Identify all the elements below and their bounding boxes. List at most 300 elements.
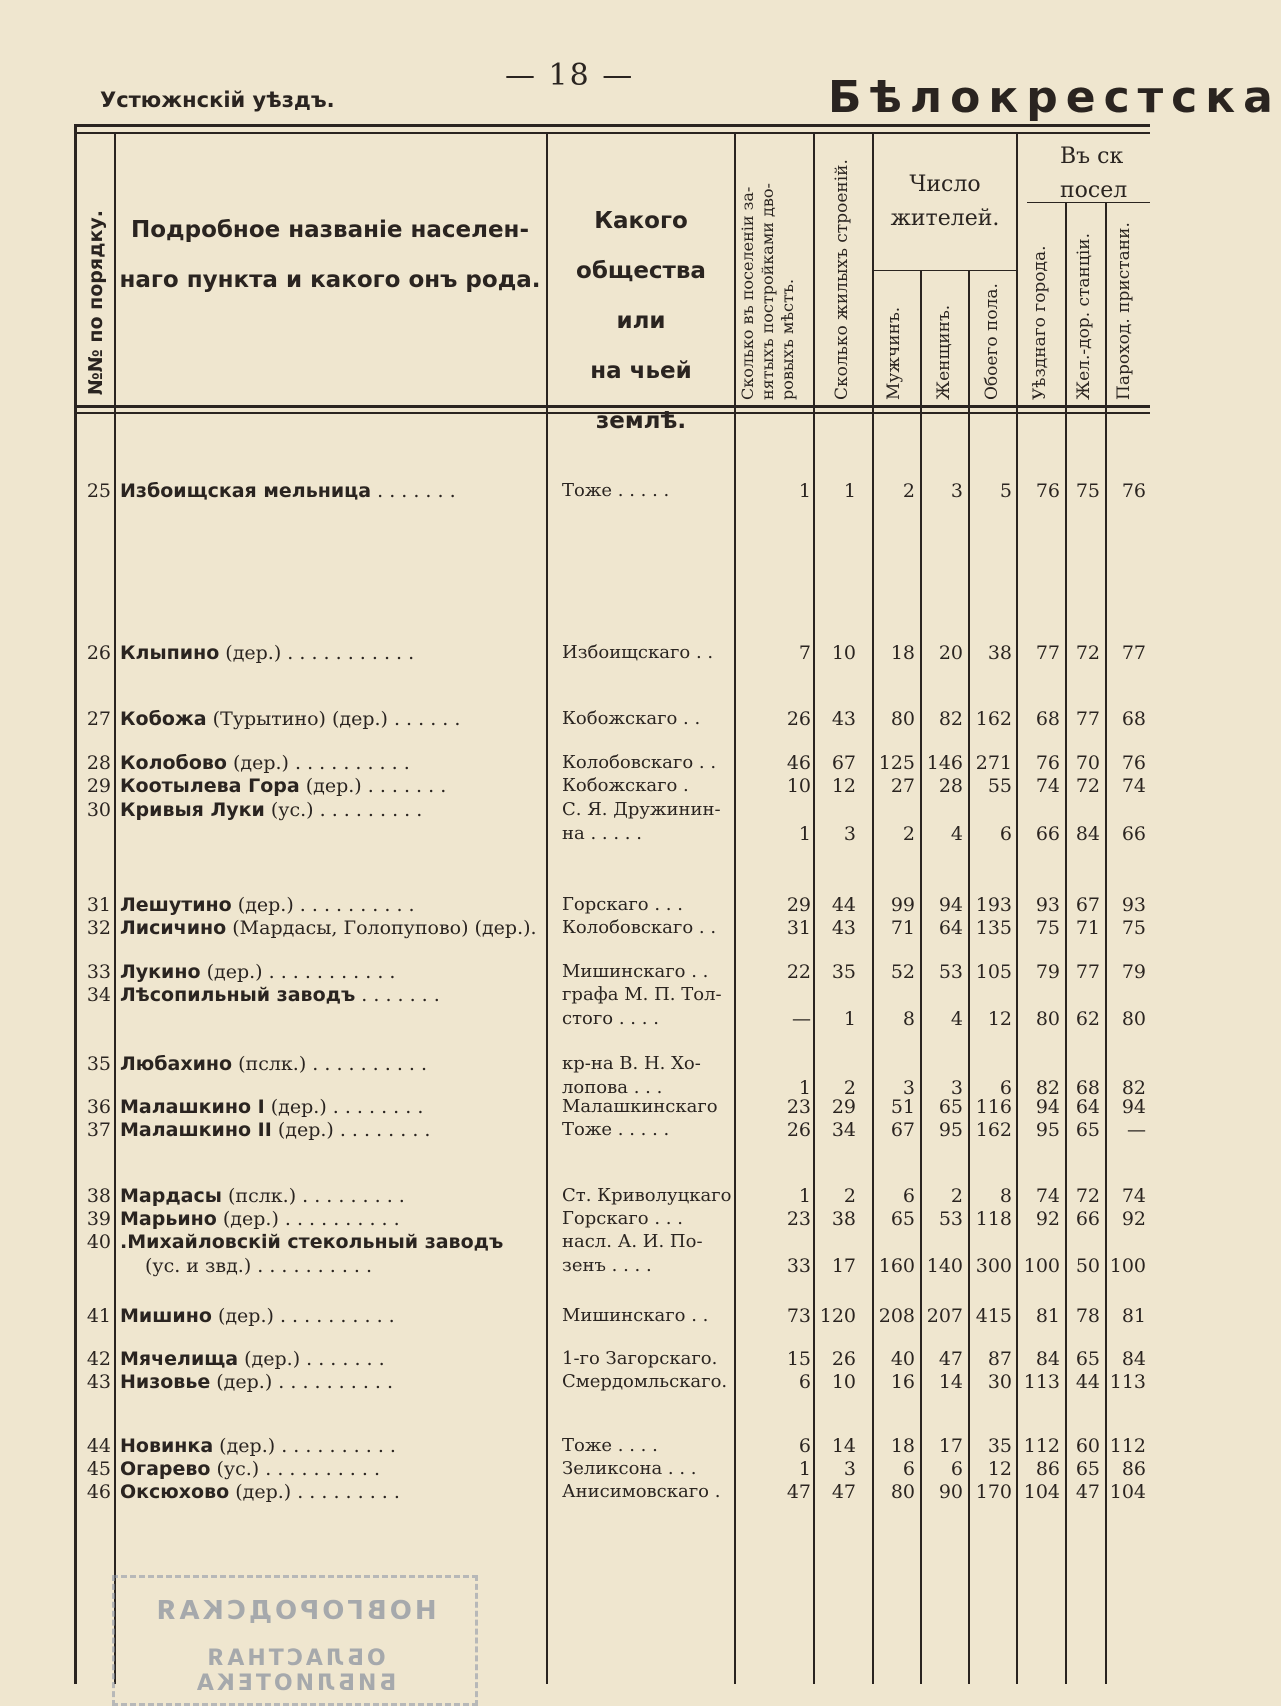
col-rule-homesteads <box>813 132 815 1684</box>
cell-value: 208 <box>878 1305 915 1327</box>
cell-value: 6 <box>999 823 1012 845</box>
cell-value: 18 <box>890 642 915 664</box>
cell-value: 99 <box>890 894 915 916</box>
cell-value: 94 <box>1035 1096 1060 1118</box>
cell-value: 10 <box>831 1371 856 1393</box>
cell-value: 90 <box>938 1481 963 1503</box>
settlement-name <box>120 1185 538 1207</box>
settlement-name <box>120 1096 538 1118</box>
settlement-name-text: Колобово <box>120 752 227 774</box>
cell-value: 67 <box>831 752 856 774</box>
cell-value: 29 <box>786 894 811 916</box>
settlement-name-text: Избоищская мельница <box>120 480 372 502</box>
row-number: 40 <box>86 1231 111 1253</box>
cell-value: 82 <box>1035 1077 1060 1099</box>
header-no: №№ по порядку. <box>85 210 107 395</box>
header-distance-line2: посел <box>1060 178 1128 203</box>
residents-subheader-rule <box>872 270 1016 271</box>
header-owner <box>550 196 732 446</box>
settlement-type: (дер.) <box>210 1371 273 1393</box>
cell-value: 14 <box>938 1371 963 1393</box>
cell-value: 47 <box>1075 1481 1100 1503</box>
cell-value: 65 <box>938 1096 963 1118</box>
settlement-type: (дер.) <box>200 961 263 983</box>
cell-value: 44 <box>831 894 856 916</box>
cell-value: 5 <box>999 480 1012 502</box>
leader-dots: . . . . . . . . . <box>296 1185 405 1207</box>
cell-value: 64 <box>938 917 963 939</box>
cell-value: 47 <box>831 1481 856 1503</box>
cell-value: 160 <box>878 1255 915 1277</box>
cell-value: 95 <box>938 1119 963 1141</box>
row-number: 35 <box>86 1053 111 1075</box>
row-number: 33 <box>86 961 111 983</box>
owner-community: кр-на В. Н. Хо- <box>562 1053 701 1074</box>
header-total: Обоего пола. <box>982 283 1002 400</box>
cell-value: — <box>1127 1119 1146 1141</box>
leader-dots: . . . . . . . . . . <box>278 1208 400 1230</box>
table-top-rule <box>74 124 1150 127</box>
cell-value: 95 <box>1035 1119 1060 1141</box>
settlement-type: (дер.) <box>229 1481 292 1503</box>
cell-value: 6 <box>902 1185 915 1207</box>
header-pier: Пароход. пристани. <box>1114 222 1134 400</box>
cell-value: 14 <box>831 1435 856 1457</box>
cell-value: 46 <box>786 752 811 774</box>
leader-dots: . . . . . . . . . . <box>273 1305 395 1327</box>
settlement-name-text: Огарево <box>120 1458 211 1480</box>
cell-value: 75 <box>1075 480 1100 502</box>
settlement-name <box>120 1053 538 1075</box>
cell-value: 74 <box>1035 775 1060 797</box>
owner-community: Мишинскаго . . <box>562 1305 709 1326</box>
cell-value: 84 <box>1121 1348 1146 1370</box>
owner-community: 1-го Загорскаго. <box>562 1348 718 1369</box>
leader-dots: . . . . . . . <box>355 984 440 1006</box>
cell-value: 72 <box>1075 642 1100 664</box>
cell-value: 105 <box>975 961 1012 983</box>
header-men: Мужчинъ. <box>884 306 904 400</box>
cell-value: 146 <box>926 752 963 774</box>
stamp-line2: ОБЛАСТНАЯ БИБЛИОТЕКА <box>193 1646 397 1696</box>
leader-dots: . . . . . . . . . . <box>288 752 410 774</box>
owner-community: Тоже . . . . . <box>562 480 670 501</box>
settlement-name-text: Лукино <box>120 961 201 983</box>
cell-value: 6 <box>999 1077 1012 1099</box>
cell-value: 1 <box>843 1008 856 1030</box>
settlement-name <box>120 642 538 664</box>
settlement-name <box>120 1481 538 1503</box>
cell-value: 12 <box>987 1008 1012 1030</box>
cell-value: 86 <box>1121 1458 1146 1480</box>
cell-value: 3 <box>843 823 856 845</box>
cell-value: 50 <box>1075 1255 1100 1277</box>
cell-value: 2 <box>950 1185 963 1207</box>
leader-dots: . . . . . . . . . . . <box>281 642 415 664</box>
cell-value: 300 <box>975 1255 1012 1277</box>
owner-community: зенъ . . . . <box>562 1255 652 1276</box>
owner-community: Кобожскаго . <box>562 775 689 796</box>
settlement-name-text: Лешутино <box>120 894 232 916</box>
cell-value: 170 <box>975 1481 1012 1503</box>
cell-value: 1 <box>798 1458 811 1480</box>
cell-value: 93 <box>1035 894 1060 916</box>
cell-value: 53 <box>938 1208 963 1230</box>
settlement-name-text: Новинка <box>120 1435 214 1457</box>
settlement-type: (дер.) <box>213 1435 276 1457</box>
cell-value: 66 <box>1121 823 1146 845</box>
owner-community: С. Я. Дружинин- <box>562 799 721 820</box>
cell-value: 53 <box>938 961 963 983</box>
cell-value: 38 <box>831 1208 856 1230</box>
row-number: 43 <box>86 1371 111 1393</box>
cell-value: 62 <box>1075 1008 1100 1030</box>
settlement-type: (пслк.) <box>221 1185 297 1207</box>
cell-value: 67 <box>890 1119 915 1141</box>
header-owner-line3: на чьей землѣ. <box>590 358 692 434</box>
cell-value: 92 <box>1035 1208 1060 1230</box>
col-rule-no <box>114 132 116 1684</box>
cell-value: — <box>792 1008 811 1030</box>
cell-value: 2 <box>902 480 915 502</box>
cell-value: 65 <box>890 1208 915 1230</box>
col-rule-owner <box>734 132 736 1684</box>
row-number: 28 <box>86 752 111 774</box>
page-number: — 18 — <box>505 58 635 93</box>
settlement-type: (Турытино) (дер.) <box>206 708 388 730</box>
cell-value: 75 <box>1035 917 1060 939</box>
leader-dots: . . . . . . . . <box>326 1096 424 1118</box>
cell-value: 79 <box>1121 961 1146 983</box>
leader-dots: . . . . . . . <box>371 480 456 502</box>
cell-value: 52 <box>890 961 915 983</box>
cell-value: 193 <box>975 894 1012 916</box>
settlement-name-text: Клыпино <box>120 642 220 664</box>
cell-value: 40 <box>890 1348 915 1370</box>
cell-value: 3 <box>843 1458 856 1480</box>
settlement-type: (ус.) <box>264 799 314 821</box>
settlement-type: (Мардасы, Голопупово) (дер.). <box>226 917 537 939</box>
cell-value: 2 <box>843 1077 856 1099</box>
cell-value: 2 <box>843 1185 856 1207</box>
cell-value: 76 <box>1121 752 1146 774</box>
settlement-name <box>120 1305 538 1327</box>
cell-value: 26 <box>786 708 811 730</box>
header-name-line1: Подробное названіе населен- <box>130 217 529 243</box>
settlement-name-text: Лисичино <box>120 917 227 939</box>
cell-value: 47 <box>786 1481 811 1503</box>
cell-value: 77 <box>1075 961 1100 983</box>
cell-value: 74 <box>1121 775 1146 797</box>
cell-value: 20 <box>938 642 963 664</box>
leader-dots: . . . . . . . . . . . <box>262 961 396 983</box>
cell-value: 44 <box>1075 1371 1100 1393</box>
cell-value: 70 <box>1075 752 1100 774</box>
cell-value: 116 <box>975 1096 1012 1118</box>
owner-community: стого . . . . <box>562 1008 659 1029</box>
settlement-name-text: Кривыя Луки <box>120 799 265 821</box>
cell-value: 31 <box>786 917 811 939</box>
header-owner-line1: Какого <box>594 208 688 234</box>
cell-value: 100 <box>1109 1255 1146 1277</box>
leader-dots: . . . . . . . . . . <box>306 1053 428 1075</box>
row-number: 31 <box>86 894 111 916</box>
cell-value: 72 <box>1075 775 1100 797</box>
cell-value: 80 <box>890 1481 915 1503</box>
cell-value: 104 <box>1109 1481 1146 1503</box>
stamp-line1: НОВГОРОДСКАЯ <box>153 1596 437 1626</box>
cell-value: 65 <box>1075 1119 1100 1141</box>
leader-dots: . . . . . . . . . . <box>293 894 415 916</box>
row-number: 25 <box>86 480 111 502</box>
cell-value: 66 <box>1035 823 1060 845</box>
cell-value: 76 <box>1035 480 1060 502</box>
cell-value: 71 <box>890 917 915 939</box>
owner-community: на . . . . . <box>562 823 642 844</box>
settlement-type: (дер.) <box>216 1208 279 1230</box>
cell-value: 10 <box>831 642 856 664</box>
cell-value: 6 <box>950 1458 963 1480</box>
row-number: 30 <box>86 799 111 821</box>
cell-value: 15 <box>786 1348 811 1370</box>
cell-value: 55 <box>987 775 1012 797</box>
owner-community: Малашкинскаго <box>562 1096 718 1117</box>
cell-value: 2 <box>902 823 915 845</box>
cell-value: 66 <box>1075 1208 1100 1230</box>
owner-community: Смердомльскаго. <box>562 1371 728 1392</box>
settlement-name <box>120 1348 538 1370</box>
cell-value: 38 <box>987 642 1012 664</box>
cell-value: 43 <box>831 708 856 730</box>
settlement-name <box>120 799 538 821</box>
leader-dots: . . . . . . . . <box>333 1119 431 1141</box>
settlement-type: (дер.) <box>219 642 282 664</box>
cell-value: 60 <box>1075 1435 1100 1457</box>
owner-community: Избоищскаго . . <box>562 642 714 663</box>
owner-community: Зеликсона . . . <box>562 1458 697 1479</box>
cell-value: 6 <box>798 1435 811 1457</box>
cell-value: 75 <box>1121 917 1146 939</box>
cell-value: 113 <box>1109 1371 1146 1393</box>
settlement-name-text: Коотылева Гора <box>120 775 300 797</box>
cell-value: 22 <box>786 961 811 983</box>
cell-value: 27 <box>890 775 915 797</box>
cell-value: 92 <box>1121 1208 1146 1230</box>
leader-dots: . . . . . . . . . <box>313 799 423 821</box>
owner-community: Колобовскаго . . <box>562 917 717 938</box>
cell-value: 43 <box>831 917 856 939</box>
leader-dots: . . . . . . . . . . <box>275 1435 396 1457</box>
cell-value: 7 <box>798 642 811 664</box>
settlement-type: (ус. и звд.) <box>145 1255 252 1277</box>
header-homesteads <box>738 183 798 400</box>
cell-value: 84 <box>1035 1348 1060 1370</box>
col-rule-town <box>1065 202 1067 1684</box>
table-left-border <box>74 124 77 1684</box>
settlement-name-text: Низовье <box>120 1371 211 1393</box>
cell-value: 1 <box>798 1185 811 1207</box>
cell-value: 3 <box>950 480 963 502</box>
owner-community: Анисимовскаго . <box>562 1481 721 1502</box>
cell-value: 30 <box>987 1371 1012 1393</box>
cell-value: 1 <box>798 1077 811 1099</box>
cell-value: 74 <box>1121 1185 1146 1207</box>
cell-value: 135 <box>975 917 1012 939</box>
cell-value: 8 <box>999 1185 1012 1207</box>
cell-value: 93 <box>1121 894 1146 916</box>
owner-community: Горскаго . . . <box>562 1208 683 1229</box>
header-women: Женщинъ. <box>934 304 954 400</box>
header-homesteads-line3: ровыхъ мѣстъ. <box>778 278 797 400</box>
row-number: 46 <box>86 1481 111 1503</box>
cell-value: 68 <box>1035 708 1060 730</box>
row-number: 45 <box>86 1458 111 1480</box>
owner-community: Мишинскаго . . <box>562 961 709 982</box>
settlement-name <box>120 961 538 983</box>
cell-value: 26 <box>786 1119 811 1141</box>
owner-community: Тоже . . . . . <box>562 1119 670 1140</box>
settlement-name <box>120 984 538 1006</box>
cell-value: 112 <box>1023 1435 1060 1457</box>
settlement-name <box>120 917 538 939</box>
settlement-name-text: Мишино <box>120 1305 212 1327</box>
row-number: 27 <box>86 708 111 730</box>
cell-value: 4 <box>950 1008 963 1030</box>
cell-value: 3 <box>950 1077 963 1099</box>
cell-value: 207 <box>926 1305 963 1327</box>
row-number: 34 <box>86 984 111 1006</box>
cell-value: 162 <box>975 1119 1012 1141</box>
cell-value: 64 <box>1075 1096 1100 1118</box>
leader-dots: . . . . . . . <box>361 775 447 797</box>
cell-value: 112 <box>1109 1435 1146 1457</box>
cell-value: 65 <box>1075 1458 1100 1480</box>
header-distance-line1: Въ ск <box>1060 144 1124 169</box>
settlement-type: (дер.) <box>299 775 362 797</box>
row-number: 26 <box>86 642 111 664</box>
cell-value: 28 <box>938 775 963 797</box>
owner-community: Ст. Криволуцкаго <box>562 1185 732 1206</box>
cell-value: 79 <box>1035 961 1060 983</box>
cell-value: 23 <box>786 1208 811 1230</box>
cell-value: 12 <box>831 775 856 797</box>
cell-value: 35 <box>987 1435 1012 1457</box>
owner-community: Горскаго . . . <box>562 894 683 915</box>
row-number: 41 <box>86 1305 111 1327</box>
owner-community: лопова . . . <box>562 1077 663 1098</box>
cell-value: 23 <box>786 1096 811 1118</box>
settlement-name <box>120 1371 538 1393</box>
settlement-name-text: Мячелища <box>120 1348 239 1370</box>
settlement-name-text: .Михайловскій стекольный заводъ <box>120 1231 504 1253</box>
header-name <box>118 205 542 305</box>
volost-title: Бѣлокрестска <box>828 72 1281 123</box>
settlement-type: (ус.) <box>210 1458 260 1480</box>
cell-value: 94 <box>938 894 963 916</box>
row-number: 29 <box>86 775 111 797</box>
cell-value: 1 <box>843 480 856 502</box>
header-homesteads-line1: Сколько въ поселеніи за- <box>738 186 757 400</box>
cell-value: 3 <box>902 1077 915 1099</box>
cell-value: 51 <box>890 1096 915 1118</box>
row-number: 37 <box>86 1119 111 1141</box>
cell-value: 67 <box>1075 894 1100 916</box>
owner-community: графа М. П. Тол- <box>562 984 722 1005</box>
row-number: 44 <box>86 1435 111 1457</box>
cell-value: 77 <box>1035 642 1060 664</box>
leader-dots: . . . . . . . . . . <box>251 1255 373 1277</box>
cell-value: 17 <box>938 1435 963 1457</box>
row-number: 36 <box>86 1096 111 1118</box>
district-title: Устюжнскій уѣздъ. <box>100 88 335 112</box>
settlement-name-text: Любахино <box>120 1053 233 1075</box>
cell-value: 84 <box>1075 823 1100 845</box>
cell-value: 16 <box>890 1371 915 1393</box>
cell-value: 76 <box>1121 480 1146 502</box>
cell-value: 26 <box>831 1348 856 1370</box>
cell-value: 80 <box>1035 1008 1060 1030</box>
owner-community: Тоже . . . . <box>562 1435 658 1456</box>
cell-value: 86 <box>1035 1458 1060 1480</box>
header-homesteads-line2: нятыхъ постройками дво- <box>758 183 777 400</box>
cell-value: 415 <box>975 1305 1012 1327</box>
cell-value: 71 <box>1075 917 1100 939</box>
cell-value: 17 <box>831 1255 856 1277</box>
cell-value: 8 <box>902 1008 915 1030</box>
owner-community: Кобожскаго . . <box>562 708 701 729</box>
leader-dots: . . . . . . . . . . <box>259 1458 380 1480</box>
cell-value: 4 <box>950 823 963 845</box>
col-rule-name <box>546 132 548 1684</box>
cell-value: 87 <box>987 1348 1012 1370</box>
cell-value: 1 <box>798 823 811 845</box>
settlement-name <box>120 1458 538 1480</box>
row-number: 32 <box>86 917 111 939</box>
settlement-name <box>120 775 538 797</box>
settlement-type: (дер.) <box>271 1119 334 1141</box>
cell-value: 120 <box>819 1305 856 1327</box>
settlement-name <box>120 894 538 916</box>
header-residents <box>874 168 1016 236</box>
settlement-name <box>120 708 538 730</box>
table-top-rule-inner <box>74 132 1150 134</box>
cell-value: 73 <box>786 1305 811 1327</box>
settlement-name-text: Лѣсопильный заводъ <box>120 984 356 1006</box>
cell-value: 77 <box>1075 708 1100 730</box>
settlement-name-text: Мардасы <box>120 1185 222 1207</box>
leader-dots: . . . . . . . . . <box>291 1481 400 1503</box>
settlement-name <box>120 752 538 774</box>
leader-dots: . . . . . . <box>387 708 461 730</box>
cell-value: 35 <box>831 961 856 983</box>
cell-value: 47 <box>938 1348 963 1370</box>
cell-value: 12 <box>987 1458 1012 1480</box>
header-residents-line2: жителей. <box>890 206 1000 231</box>
cell-value: 74 <box>1035 1185 1060 1207</box>
cell-value: 162 <box>975 708 1012 730</box>
settlement-type: (дер.) <box>264 1096 327 1118</box>
cell-value: 6 <box>798 1371 811 1393</box>
settlement-name-text: Оксюхово <box>120 1481 230 1503</box>
cell-value: 82 <box>1121 1077 1146 1099</box>
cell-value: 77 <box>1121 642 1146 664</box>
cell-value: 33 <box>786 1255 811 1277</box>
row-number: 39 <box>86 1208 111 1230</box>
cell-value: 76 <box>1035 752 1060 774</box>
header-town: Уѣзднаго города. <box>1030 245 1050 400</box>
settlement-name <box>120 1231 538 1253</box>
cell-value: 94 <box>1121 1096 1146 1118</box>
